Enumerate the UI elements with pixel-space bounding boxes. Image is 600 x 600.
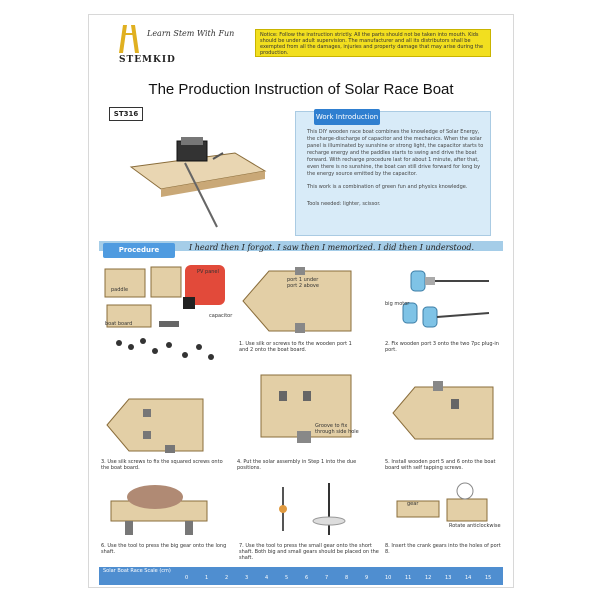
step-6-caption: 6. Use the tool to press the big gear onto the long shaft. bbox=[101, 543, 227, 555]
step-1-caption: 1. Use silk or screws to fix the wooden port 1 and 2 onto the boat board. bbox=[239, 341, 352, 353]
ruler-tick: 15 bbox=[485, 575, 492, 581]
ruler-tick: 8 bbox=[345, 575, 349, 581]
model-code: ST316 bbox=[109, 107, 143, 121]
ruler-tick: 9 bbox=[365, 575, 369, 581]
ruler-label: Solar Boat Race Scale (cm) bbox=[103, 568, 171, 574]
ruler-tick: 14 bbox=[465, 575, 472, 581]
step-8-label-a: Rotate anticlockwise bbox=[449, 523, 501, 529]
step-5-caption: 5. Install wooden port 5 and 6 onto the boat board with self tapping screws. bbox=[385, 459, 496, 471]
tagline: Learn Stem With Fun bbox=[147, 29, 235, 38]
ruler-tick: 10 bbox=[385, 575, 392, 581]
page-title: The Production Instruction of Solar Race Boat bbox=[148, 81, 454, 98]
assembled-boat-illustration bbox=[125, 123, 275, 233]
solar-label: PV panel bbox=[197, 269, 219, 275]
step-4-label-b: through side hole bbox=[315, 429, 359, 435]
step-2-label: big motor bbox=[385, 301, 410, 307]
step-8-label-b: gear bbox=[407, 501, 419, 507]
ruler-tick: 7 bbox=[325, 575, 329, 581]
step-3-illustration bbox=[103, 395, 213, 457]
safety-notice: Notice: Follow the instruction strictly. All the parts should not be taken into mouth. Kids should be under adult supervision. The manufacturer and all its distributors shall be exempted from all the damages, injuries and property damage that may arise during the production. bbox=[255, 29, 491, 57]
step-1-label-a: port 1 under bbox=[287, 277, 319, 283]
ruler-tick: 4 bbox=[265, 575, 269, 581]
work-intro-text bbox=[307, 129, 485, 208]
boat-board-label: boat board bbox=[105, 321, 133, 327]
step-7-caption: 7. Use the tool to press the small gear onto the short shaft. Both big and small gears should be placed on the shaft. bbox=[239, 543, 379, 561]
step-7-illustration bbox=[259, 477, 369, 541]
step-4-label-a: Groove to fix bbox=[315, 423, 348, 429]
ruler-tick: 13 bbox=[445, 575, 452, 581]
ruler-tick: 6 bbox=[305, 575, 309, 581]
ruler-tick: 5 bbox=[285, 575, 289, 581]
ruler-tick: 12 bbox=[425, 575, 432, 581]
stemkid-logo-icon bbox=[117, 23, 141, 55]
work-intro-heading: Work Introduction bbox=[314, 109, 380, 125]
step-1-illustration bbox=[239, 263, 359, 339]
tools-needed: Tools needed: lighter, scissor. bbox=[307, 201, 381, 207]
step-5-illustration bbox=[389, 381, 499, 447]
ruler-tick: 11 bbox=[405, 575, 412, 581]
step-8-illustration bbox=[389, 477, 499, 541]
brand-name: STEMKID bbox=[119, 55, 176, 65]
ruler-tick: 2 bbox=[225, 575, 229, 581]
ruler-tick: 3 bbox=[245, 575, 249, 581]
step-8-caption: 8. Insert the crank gears into the holes of port 8. bbox=[385, 543, 501, 555]
ruler-tick: 0 bbox=[185, 575, 189, 581]
procedure-motto: I heard then I forgot. I saw then I memorized. I did then I understood. bbox=[189, 243, 475, 252]
step-3-caption: 3. Use silk screws to fix the squared screws onto the boat board. bbox=[101, 459, 223, 471]
procedure-heading: Procedure bbox=[103, 243, 175, 258]
work-intro-body2: This work is a combination of green fun and physics knowledge. bbox=[307, 184, 468, 190]
step-1-label-b: port 2 above bbox=[287, 283, 319, 289]
step-2-caption: 2. Fix wooden port 3 onto the two 7pc plug-in port. bbox=[385, 341, 499, 353]
ruler-tick: 1 bbox=[205, 575, 209, 581]
capacitor-label: capacitor bbox=[209, 313, 233, 319]
step-6-illustration bbox=[105, 477, 215, 541]
instruction-sheet bbox=[88, 14, 514, 588]
paddle-label: paddle bbox=[111, 287, 129, 293]
step-4-illustration bbox=[253, 371, 363, 447]
step-4-caption: 4. Put the solar assembly in Step 1 into the due positions. bbox=[237, 459, 357, 471]
work-intro-body: This DIY wooden race boat combines the knowledge of Solar Energy, the charge-discharge of capacitor and the mechanics. When the solar panel is illuminated by sunshine or strong light, the capacitor starts to recharge energy and the paddles starts to swing and drive the boat forward. With recharge procedure last for about 1 minute, after that, even there is no sunshine, the boat can still drive forward for long by the energy source emitted by the capacitor. bbox=[307, 129, 484, 177]
